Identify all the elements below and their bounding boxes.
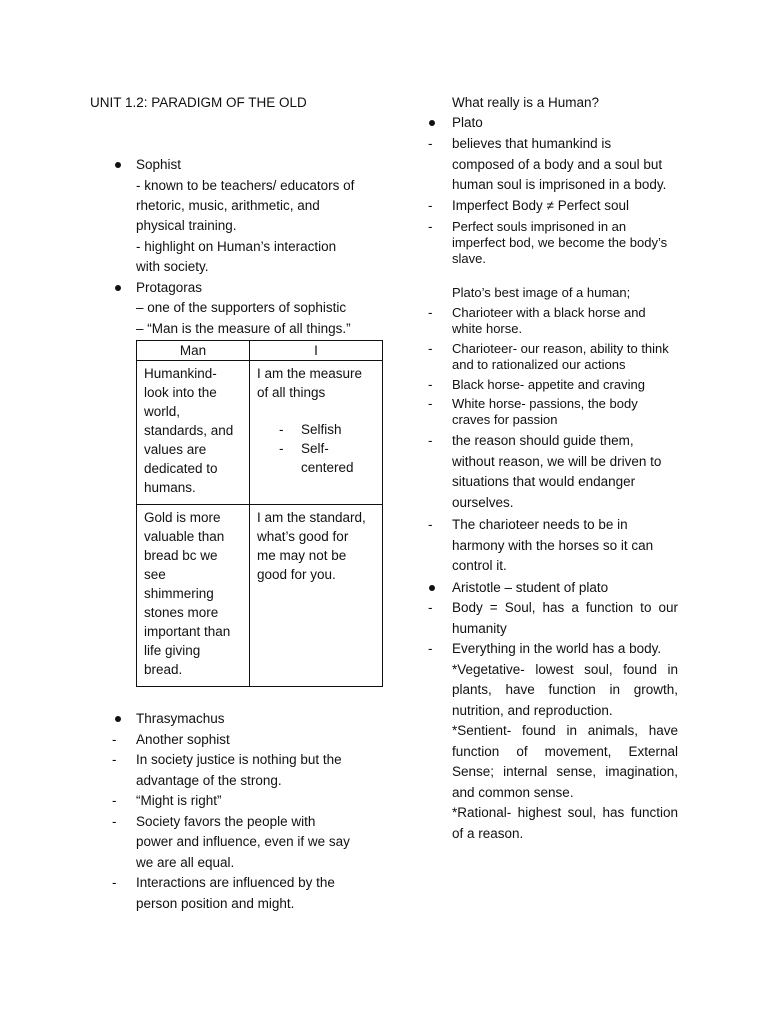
dash-icon: - xyxy=(428,641,433,656)
plato-belief: human soul is imprisoned in a body. xyxy=(452,177,667,192)
soul-line: *Sentient- found in animals, have xyxy=(452,723,678,738)
cell-line: look into the xyxy=(144,385,217,400)
harmony-line: The charioteer needs to be in xyxy=(452,517,628,532)
sophist-line: with society. xyxy=(136,259,209,274)
cell-line: life giving xyxy=(144,643,201,658)
sophist-line: - known to be teachers/ educators of xyxy=(136,178,355,193)
soul-line: of a reason. xyxy=(452,826,524,841)
dash-icon: - xyxy=(428,600,433,615)
table-cell-man xyxy=(137,361,250,505)
table-row xyxy=(137,505,383,687)
bullet-icon xyxy=(115,285,121,291)
cell-list-item: centered xyxy=(301,460,354,475)
table-cell-i xyxy=(250,505,383,687)
cell-line: Humankind- xyxy=(144,366,217,381)
bullet-icon xyxy=(115,716,121,722)
cell-line: good for you. xyxy=(257,567,336,582)
cell-line: bread bc we see xyxy=(144,548,218,582)
sophist-heading: Sophist xyxy=(136,157,182,172)
perfect-souls: slave. xyxy=(452,251,486,266)
cell-line: important than xyxy=(144,624,231,639)
body-soul-line: Body = Soul, has a function to our xyxy=(452,600,678,615)
protagoras-line: – “Man is the measure of all things.” xyxy=(136,321,351,336)
cell-line: I am the measure xyxy=(257,366,363,381)
thrasymachus-item: power and influence, even if we say xyxy=(136,834,350,849)
dash-icon: - xyxy=(428,305,433,320)
charioteer-item: craves for passion xyxy=(452,412,558,427)
charioteer-item: Black horse- appetite and craving xyxy=(452,377,645,392)
best-image-heading: Plato’s best image of a human; xyxy=(452,285,631,300)
thrasymachus-item: In society justice is nothing but the xyxy=(136,752,342,767)
table-row xyxy=(137,361,383,505)
cell-line: valuable than xyxy=(144,529,225,544)
bullet-icon xyxy=(429,120,435,126)
cell-line: bread. xyxy=(144,662,183,677)
charioteer-item: Charioteer with a black horse and xyxy=(452,305,646,320)
reason-line: without reason, we will be driven to xyxy=(452,454,662,469)
table-cell-i xyxy=(250,361,383,505)
soul-line: and common sense. xyxy=(452,785,574,800)
charioteer-item: Charioteer- our reason, ability to think xyxy=(452,341,669,356)
cell-line: humans. xyxy=(144,480,196,495)
dash-icon: - xyxy=(112,732,117,747)
sophist-line: - highlight on Human’s interaction xyxy=(136,239,337,254)
thrasymachus-item: Another sophist xyxy=(136,732,230,747)
bullet-icon xyxy=(429,585,435,591)
man-i-table xyxy=(136,340,383,687)
cell-line: world, xyxy=(144,404,181,419)
reason-line: situations that would endanger xyxy=(452,474,636,489)
soul-line: *Rational- highest soul, has function xyxy=(452,805,678,820)
cell-line: me may not be xyxy=(257,548,347,563)
soul-line: nutrition, and reproduction. xyxy=(452,703,613,718)
charioteer-item: white horse. xyxy=(452,321,523,336)
cell-line: of all things xyxy=(257,385,326,400)
cell-line: values are xyxy=(144,442,207,457)
charioteer-item: White horse- passions, the body xyxy=(452,396,638,411)
soul-line: function of movement, External xyxy=(452,744,678,759)
cell-line: shimmering xyxy=(144,586,214,601)
thrasymachus-item: Interactions are influenced by the xyxy=(136,875,335,890)
thrasymachus-item: we are all equal. xyxy=(136,855,235,870)
soul-line: plants, have function in growth, xyxy=(452,682,678,697)
plato-heading: Plato xyxy=(452,115,483,130)
thrasymachus-heading: Thrasymachus xyxy=(136,711,225,726)
plato-belief: composed of a body and a soul but xyxy=(452,157,663,172)
reason-line: ourselves. xyxy=(452,495,514,510)
body-soul-line: humanity xyxy=(452,621,507,636)
dash-icon: - xyxy=(428,517,433,532)
section-question: What really is a Human? xyxy=(452,95,600,110)
bullet-icon xyxy=(115,162,121,168)
imperfect-body: Imperfect Body ≠ Perfect soul xyxy=(452,198,629,213)
table-header-i: I xyxy=(250,341,383,361)
unit-title: UNIT 1.2: PARADIGM OF THE OLD xyxy=(90,95,307,110)
cell-line: stones more xyxy=(144,605,219,620)
thrasymachus-item: person position and might. xyxy=(136,896,295,911)
cell-list-item: - Self- xyxy=(279,441,329,456)
soul-line: *Vegetative- lowest soul, found in xyxy=(452,662,678,677)
charioteer-item: and to rationalized our actions xyxy=(452,357,626,372)
table-header-man: Man xyxy=(137,341,250,361)
dash-icon: - xyxy=(112,875,117,890)
dash-icon: - xyxy=(428,433,433,448)
dash-icon: - xyxy=(428,136,433,151)
reason-line: the reason should guide them, xyxy=(452,433,634,448)
thrasymachus-item: advantage of the strong. xyxy=(136,773,282,788)
dash-icon: - xyxy=(428,396,433,411)
cell-line: standards, and xyxy=(144,423,234,438)
dash-icon: - xyxy=(112,793,117,808)
dash-icon: - xyxy=(428,198,433,213)
table-header-row xyxy=(137,341,383,361)
soul-line: Sense; internal sense, imagination, xyxy=(452,764,678,779)
perfect-souls: Perfect souls imprisoned in an xyxy=(452,219,627,234)
thrasymachus-item: Society favors the people with xyxy=(136,814,316,829)
sophist-line: physical training. xyxy=(136,218,237,233)
cell-line: what’s good for xyxy=(257,529,349,544)
table-cell-man xyxy=(137,505,250,687)
aristotle-heading: Aristotle – student of plato xyxy=(452,580,609,595)
perfect-souls: imperfect bod, we become the body’s xyxy=(452,235,668,250)
harmony-line: harmony with the horses so it can xyxy=(452,538,654,553)
dash-icon: - xyxy=(428,219,433,234)
dash-icon: - xyxy=(112,814,117,829)
everything-line: Everything in the world has a body. xyxy=(452,641,662,656)
protagoras-heading: Protagoras xyxy=(136,280,203,295)
protagoras-line: – one of the supporters of sophistic xyxy=(136,300,347,315)
cell-line: dedicated to xyxy=(144,461,218,476)
cell-line: I am the standard, xyxy=(257,510,366,525)
cell-line: Gold is more xyxy=(144,510,221,525)
dash-icon: - xyxy=(428,341,433,356)
dash-icon: - xyxy=(112,752,117,767)
cell-list-item: - Selfish xyxy=(279,422,342,437)
harmony-line: control it. xyxy=(452,558,507,573)
sophist-line: rhetoric, music, arithmetic, and xyxy=(136,198,320,213)
dash-icon: - xyxy=(428,377,433,392)
thrasymachus-item: “Might is right” xyxy=(136,793,222,808)
plato-belief: believes that humankind is xyxy=(452,136,612,151)
